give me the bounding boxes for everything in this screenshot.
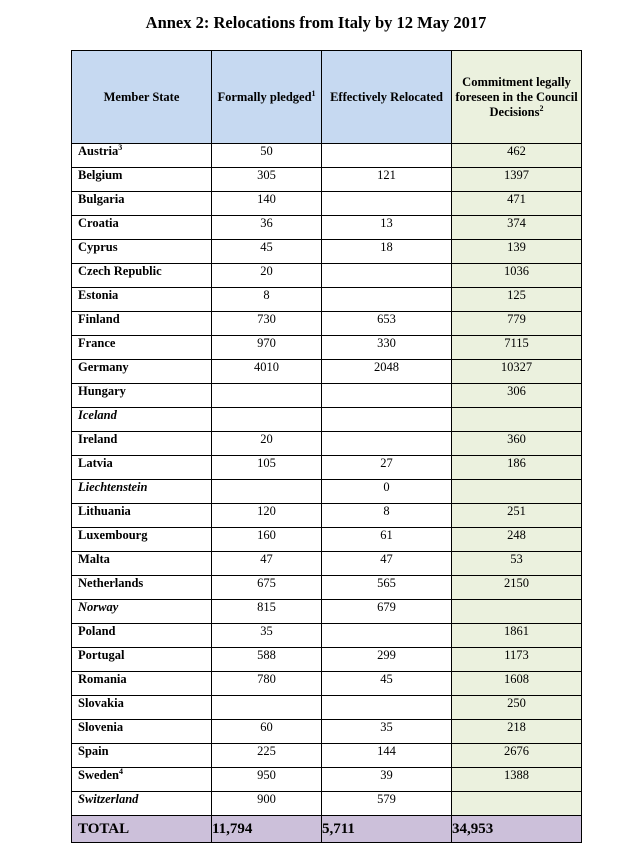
member-state-cell: France (72, 336, 212, 360)
total-relocated: 5,711 (322, 816, 452, 843)
table-row (72, 240, 582, 264)
table-row (72, 480, 582, 504)
commitment-cell: 125 (452, 288, 582, 312)
pledged-cell (212, 480, 322, 504)
commitment-cell: 1388 (452, 768, 582, 792)
pledged-cell: 50 (212, 144, 322, 168)
table-row (72, 360, 582, 384)
relocated-cell: 35 (322, 720, 452, 744)
commitment-cell: 186 (452, 456, 582, 480)
commitment-cell (452, 600, 582, 624)
member-state-cell: Luxembourg (72, 528, 212, 552)
table-row (72, 624, 582, 648)
pledged-cell: 47 (212, 552, 322, 576)
table-row (72, 720, 582, 744)
pledged-cell: 675 (212, 576, 322, 600)
header-row (72, 51, 582, 144)
footnote-marker: 1 (311, 88, 316, 98)
table-row (72, 408, 582, 432)
commitment-cell: 360 (452, 432, 582, 456)
relocated-cell: 144 (322, 744, 452, 768)
relocated-cell: 2048 (322, 360, 452, 384)
member-state-cell: Croatia (72, 216, 212, 240)
member-state-cell: Latvia (72, 456, 212, 480)
pledged-cell: 780 (212, 672, 322, 696)
commitment-cell: 139 (452, 240, 582, 264)
member-state-cell: Iceland (72, 408, 212, 432)
commitment-cell: 218 (452, 720, 582, 744)
table-row (72, 576, 582, 600)
header-member-state: Member State (72, 51, 212, 144)
total-label: TOTAL (72, 816, 212, 843)
table-row (72, 456, 582, 480)
relocated-cell: 579 (322, 792, 452, 816)
relocated-cell: 679 (322, 600, 452, 624)
pledged-cell: 730 (212, 312, 322, 336)
pledged-cell (212, 408, 322, 432)
table-row (72, 288, 582, 312)
table-row (72, 504, 582, 528)
relocated-cell: 0 (322, 480, 452, 504)
total-commitment: 34,953 (452, 816, 582, 843)
member-state-cell: Belgium (72, 168, 212, 192)
pledged-cell: 45 (212, 240, 322, 264)
commitment-cell: 374 (452, 216, 582, 240)
member-state-cell: Estonia (72, 288, 212, 312)
table-row (72, 336, 582, 360)
table-row (72, 600, 582, 624)
member-state-cell: Switzerland (72, 792, 212, 816)
pledged-cell: 588 (212, 648, 322, 672)
member-state-cell: Sweden$^4$ (72, 768, 212, 792)
table-row (72, 744, 582, 768)
commitment-cell (452, 408, 582, 432)
relocated-cell: 27 (322, 456, 452, 480)
commitment-cell: 2676 (452, 744, 582, 768)
table-row (72, 384, 582, 408)
table-row (72, 528, 582, 552)
pledged-cell: 140 (212, 192, 322, 216)
relocated-cell: 121 (322, 168, 452, 192)
member-state-cell: Poland (72, 624, 212, 648)
table-row (72, 144, 582, 168)
relocated-cell: 39 (322, 768, 452, 792)
member-state-cell: Germany (72, 360, 212, 384)
member-state-cell: Bulgaria (72, 192, 212, 216)
commitment-cell: 250 (452, 696, 582, 720)
table-row (72, 552, 582, 576)
member-state-cell: Norway (72, 600, 212, 624)
pledged-cell: 160 (212, 528, 322, 552)
total-row (72, 816, 582, 843)
pledged-cell: 950 (212, 768, 322, 792)
relocated-cell: 653 (322, 312, 452, 336)
commitment-cell (452, 480, 582, 504)
commitment-cell: 779 (452, 312, 582, 336)
pledged-cell: 60 (212, 720, 322, 744)
commitment-cell: 251 (452, 504, 582, 528)
page-title: Annex 2: Relocations from Italy by 12 May 2017 (145, 13, 487, 32)
pledged-cell: 36 (212, 216, 322, 240)
relocated-cell: 47 (322, 552, 452, 576)
total-pledged: 11,794 (212, 816, 322, 843)
table-body (72, 144, 582, 816)
relocated-cell (322, 408, 452, 432)
pledged-cell: 815 (212, 600, 322, 624)
footnote-marker: 3 (118, 142, 123, 152)
relocated-cell (322, 624, 452, 648)
member-state-cell: Lithuania (72, 504, 212, 528)
footnote-marker: 4 (118, 766, 123, 776)
member-state-cell: Liechtenstein (72, 480, 212, 504)
commitment-cell: 1036 (452, 264, 582, 288)
member-state-cell: Finland (72, 312, 212, 336)
member-state-cell: Slovenia (72, 720, 212, 744)
commitment-cell: 471 (452, 192, 582, 216)
commitment-cell (452, 792, 582, 816)
table-row (72, 792, 582, 816)
relocated-cell: 61 (322, 528, 452, 552)
commitment-cell: 53 (452, 552, 582, 576)
relocated-cell: 13 (322, 216, 452, 240)
relocated-cell: 8 (322, 504, 452, 528)
member-state-cell: Cyprus (72, 240, 212, 264)
footnote-marker: 2 (539, 103, 544, 113)
relocated-cell (322, 432, 452, 456)
commitment-cell: 1608 (452, 672, 582, 696)
table-row (72, 768, 582, 792)
pledged-cell (212, 696, 322, 720)
member-state-cell: Czech Republic (72, 264, 212, 288)
header-effectively-relocated: Effectively Relocated (322, 51, 452, 144)
member-state-cell: Slovakia (72, 696, 212, 720)
table-row (72, 264, 582, 288)
pledged-cell: 105 (212, 456, 322, 480)
pledged-cell: 305 (212, 168, 322, 192)
relocated-cell: 330 (322, 336, 452, 360)
member-state-cell: Malta (72, 552, 212, 576)
commitment-cell: 1173 (452, 648, 582, 672)
pledged-cell: 225 (212, 744, 322, 768)
commitment-cell: 306 (452, 384, 582, 408)
relocated-cell: 565 (322, 576, 452, 600)
member-state-cell: Portugal (72, 648, 212, 672)
relocated-cell: 45 (322, 672, 452, 696)
pledged-cell: 20 (212, 432, 322, 456)
pledged-cell: 970 (212, 336, 322, 360)
member-state-cell: Netherlands (72, 576, 212, 600)
pledged-cell (212, 384, 322, 408)
commitment-cell: 1861 (452, 624, 582, 648)
relocated-cell (322, 264, 452, 288)
pledged-cell: 20 (212, 264, 322, 288)
table-row (72, 648, 582, 672)
table-row (72, 672, 582, 696)
table-row (72, 432, 582, 456)
pledged-cell: 8 (212, 288, 322, 312)
member-state-cell: Ireland (72, 432, 212, 456)
commitment-cell: 7115 (452, 336, 582, 360)
header-commitment: Commitment legally foreseen in the Council Decisions$^2$ (452, 51, 582, 144)
pledged-cell: 4010 (212, 360, 322, 384)
table-row (72, 216, 582, 240)
relocated-cell (322, 288, 452, 312)
relocated-cell (322, 144, 452, 168)
relocated-cell: 18 (322, 240, 452, 264)
pledged-cell: 120 (212, 504, 322, 528)
member-state-cell: Spain (72, 744, 212, 768)
relocated-cell: 299 (322, 648, 452, 672)
commitment-cell: 2150 (452, 576, 582, 600)
member-state-cell: Hungary (72, 384, 212, 408)
member-state-cell: Romania (72, 672, 212, 696)
pledged-cell: 35 (212, 624, 322, 648)
relocated-cell (322, 696, 452, 720)
commitment-cell: 248 (452, 528, 582, 552)
commitment-cell: 10327 (452, 360, 582, 384)
table-row (72, 696, 582, 720)
table-row (72, 312, 582, 336)
relocated-cell (322, 384, 452, 408)
header-formally-pledged: Formally pledged$^1$ (212, 51, 322, 144)
member-state-cell: Austria$^3$ (72, 144, 212, 168)
pledged-cell: 900 (212, 792, 322, 816)
commitment-cell: 462 (452, 144, 582, 168)
commitment-cell: 1397 (452, 168, 582, 192)
relocations-table (71, 50, 582, 843)
table-row (72, 168, 582, 192)
relocated-cell (322, 192, 452, 216)
table-row (72, 192, 582, 216)
